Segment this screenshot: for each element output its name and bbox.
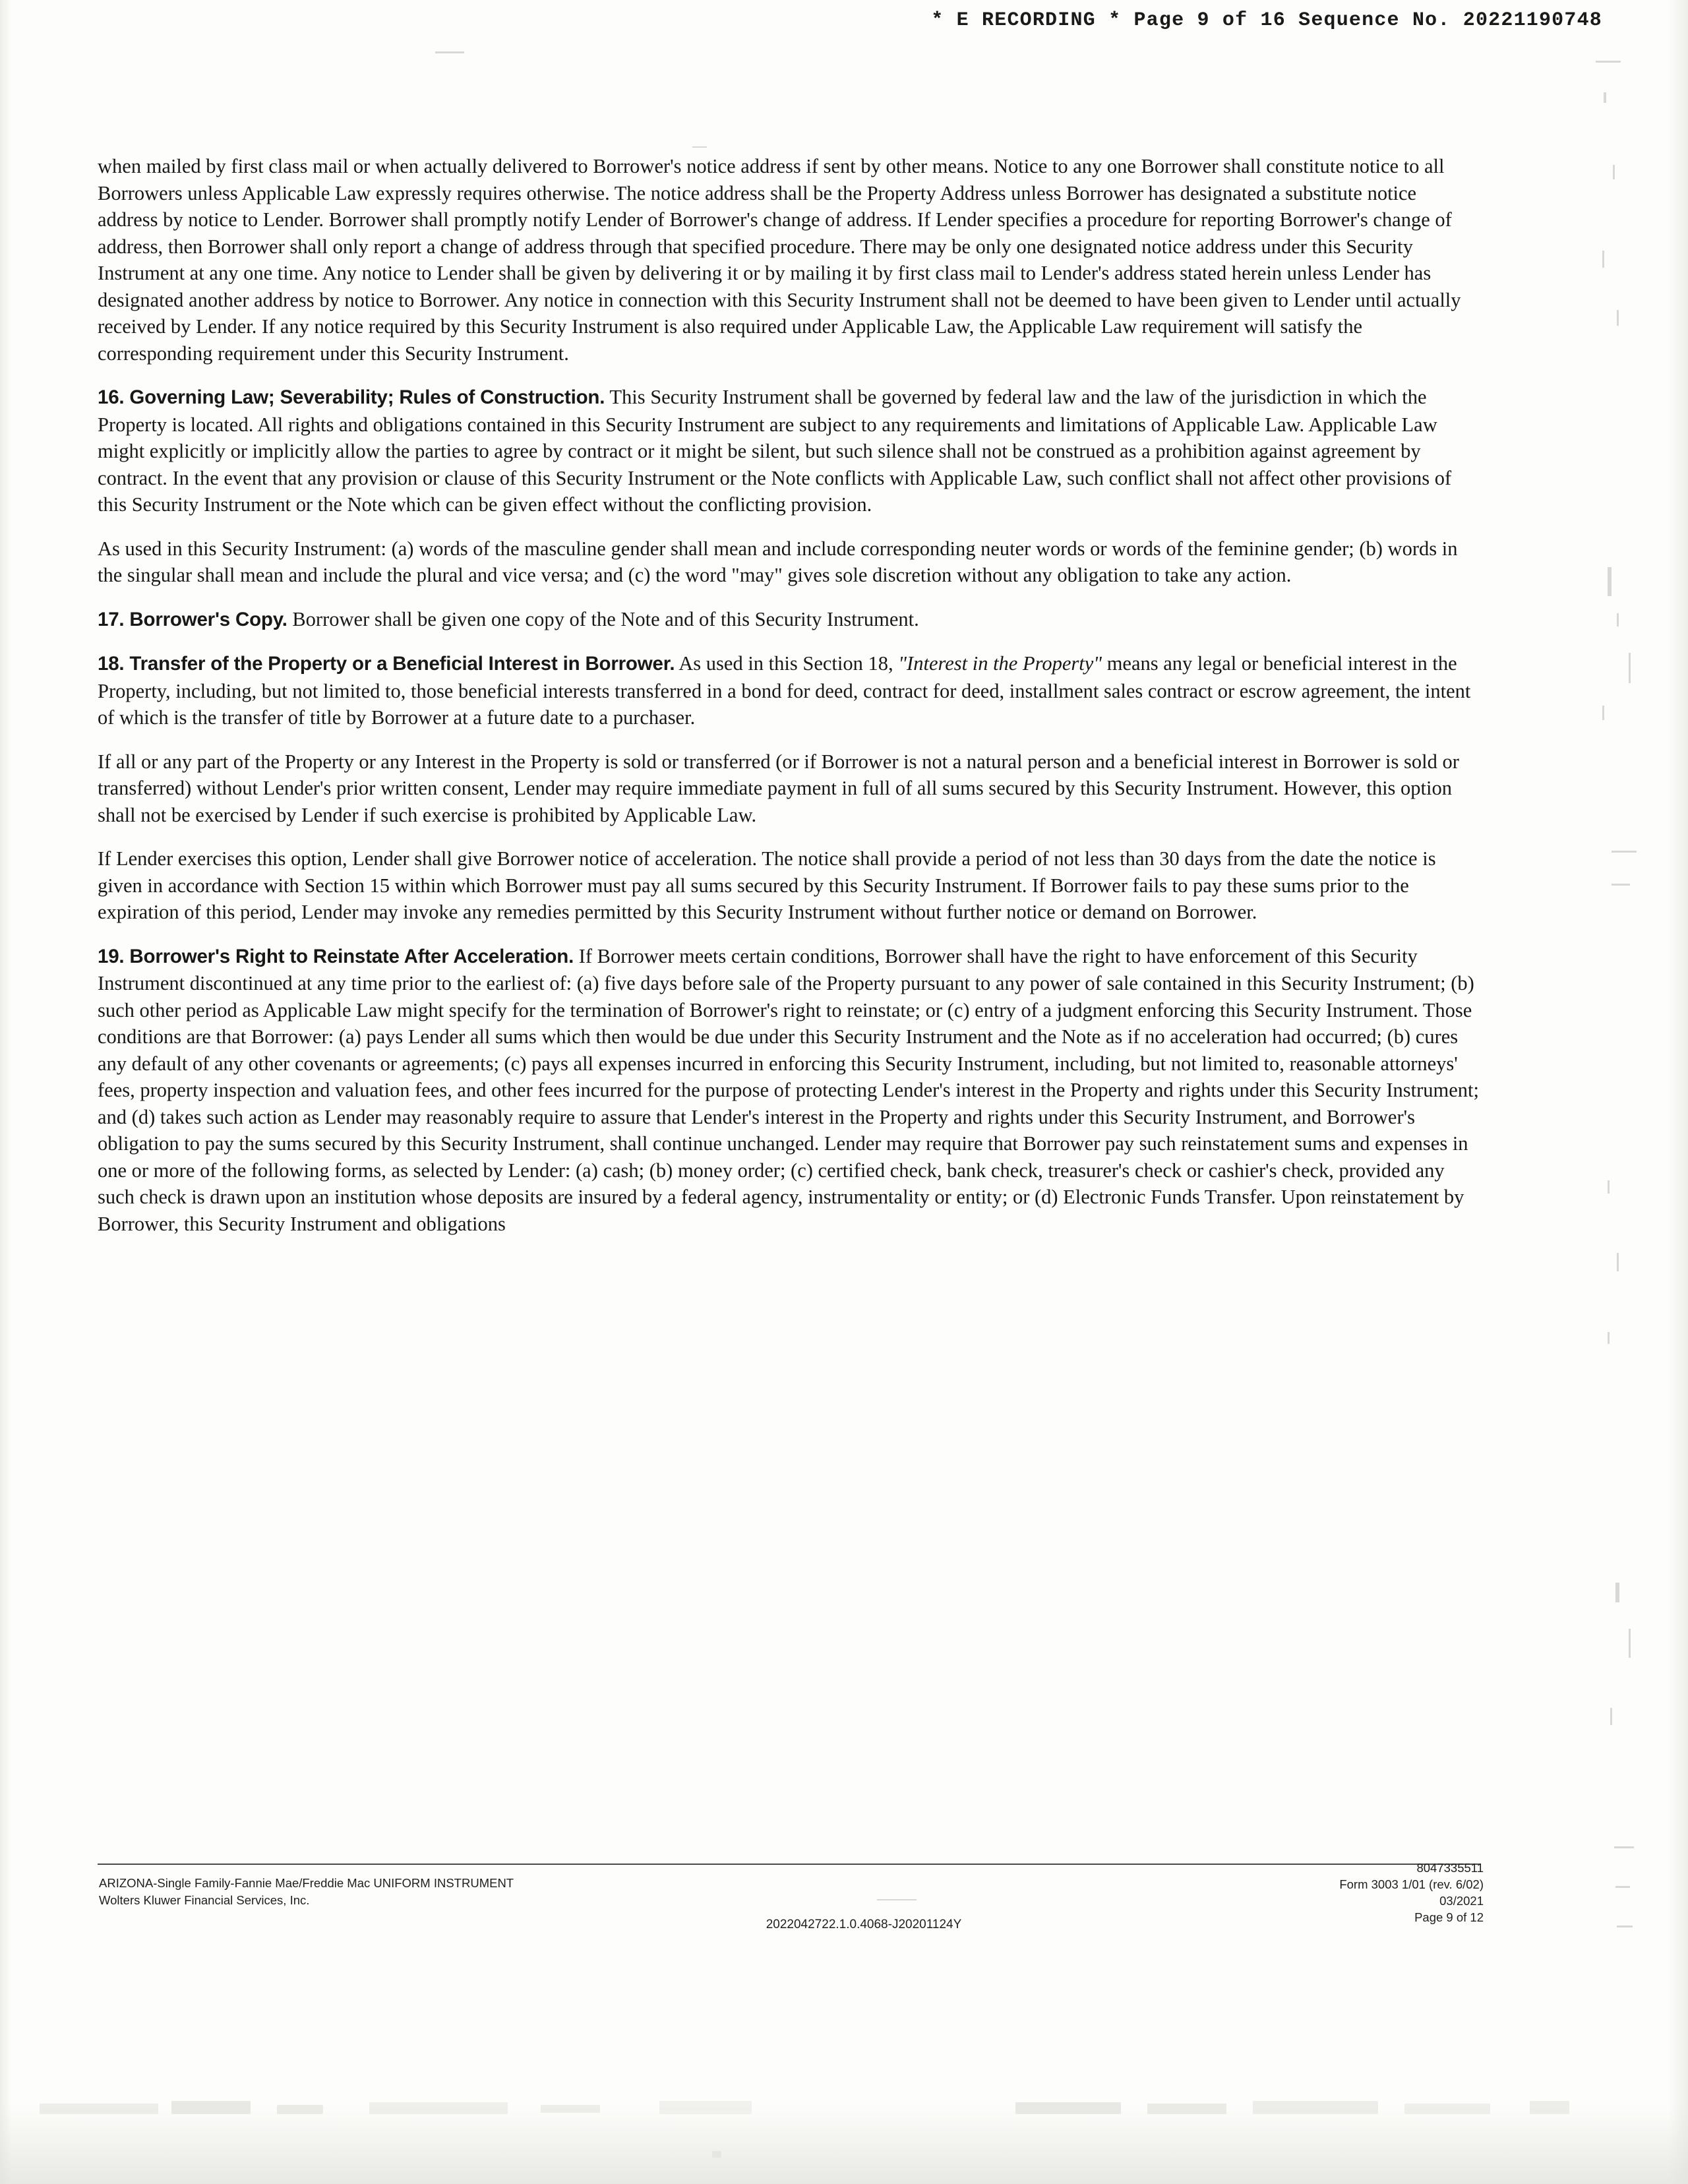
scan-speck: [435, 51, 464, 53]
scan-speck: [1617, 1926, 1633, 1927]
footer-instrument-info: [99, 1875, 824, 1909]
section-heading-16: 16. Governing Law; Severability; Rules of Construction.: [98, 386, 605, 408]
scan-speck: [1612, 851, 1637, 853]
scan-speck: [1608, 1332, 1610, 1344]
paragraph-text: This Security Instrument shall be governed by federal law and the law of the jurisdiction in which the Property is located. All rights and obligations contained in this Security Instrument are subject to any requirements and limitations of Applicable Law. Applicable Law might explicitly or implicitly allow the parties to agree by contract or it might be silent, but such silence shall not be construed as a prohibition against agreement by contract. In the event that any provision or clause of this Security Instrument or the Note conflicts with Applicable Law, such conflict shall not affect other provisions of this Security Instrument or the Note which can be given effect without the conflicting provision.: [98, 386, 1452, 516]
section-heading-19: 19. Borrower's Right to Reinstate After Acceleration.: [98, 945, 574, 967]
scan-speck: [1613, 165, 1615, 179]
scan-speck: [1629, 653, 1631, 683]
paragraph-text: If Borrower meets certain conditions, Borrower shall have the right to have enforcement of this Security Instrument discontinued at any time prior to the earliest of: (a) five days before sale of the Property pursuant to any power of sale contained in this Security Instrument; (b) such other period as Applicable Law might specify for the termination of Borrower's right to reinstate; or (c) entry of a judgment enforcing this Security Instrument. Those conditions are that Borrower: (a) pays Lender all sums which then would be due under this Security Instrument and the Note as if no acceleration had occurred; (b) cures any default of any other covenants or agreements; (c) pays all expenses incurred in enforcing this Security Instrument, including, but not limited to, reasonable attorneys' fees, property inspection and valuation fees, and other fees incurred for the purpose of protecting Lender's interest in the Property and rights under this Security Instrument; and (d) takes such action as Lender may reasonably require to assure that Lender's interest in the Property and rights under this Security Instrument, and Borrower's obligation to pay the sums secured by this Security Instrument, shall continue unchanged. Lender may require that Borrower pay such reinstatement sums and expenses in one or more of the following forms, as selected by Lender: (a) cash; (b) money order; (c) certified check, bank check, treasurer's check or cashier's check, provided any such check is drawn upon an institution whose deposits are insured by a federal agency, instrumentality or entity; or (d) Electronic Funds Transfer. Upon reinstatement by Borrower, this Security Instrument and obligations: [98, 944, 1479, 1235]
footer-loan-number: 8047335511: [1416, 1861, 1484, 1875]
scan-speck: [1617, 1253, 1619, 1271]
scan-speck: [1629, 1629, 1631, 1658]
paragraph-text-after: means any legal or beneficial interest in the Property, including, but not limited to, those beneficial interests transferred in a bond for deed, contract for deed, installment sales contract or escrow agreement, the intent of which is the transfer of title by Borrower at a future date to a purchaser.: [98, 652, 1471, 729]
scan-speck: [1617, 613, 1619, 626]
scan-speck: [1615, 1886, 1630, 1888]
scan-speck: [1612, 884, 1630, 886]
footer-revision-date: 03/2021: [1439, 1894, 1484, 1908]
paragraph-text: when mailed by first class mail or when actually delivered to Borrower's notice address if sent by other means. Notice to any one Borrower shall constitute notice to all Borrowers unless Applicable Law expressly requires otherwise. The notice address shall be the Property Address unless Borrower has designated a substitute notice address by notice to Lender. Borrower shall promptly notify Lender of Borrower's change of address. If Lender specifies a procedure for reporting Borrower's change of address, then Borrower shall only report a change of address through that specified procedure. There may be only one designated notice address under this Security Instrument at any one time. Any notice to Lender shall be given by delivering it or by mailing it by first class mail to Lender's address stated herein unless Lender has designated another address by notice to Borrower. Any notice in connection with this Security Instrument shall not be deemed to have been given to Lender until actually received by Lender. If any notice required by this Security Instrument is also required under Applicable Law, the Applicable Law requirement will satisfy the corresponding requirement under this Security Instrument.: [98, 155, 1461, 365]
scan-speck: [1602, 251, 1604, 268]
footer-instrument-line2: Wolters Kluwer Financial Services, Inc.: [99, 1893, 310, 1907]
scan-speck: [1596, 61, 1621, 63]
paragraph-section-18: [98, 650, 1481, 731]
section-heading-17: 17. Borrower's Copy.: [98, 608, 287, 630]
footer-instrument-line1: ARIZONA-Single Family-Fannie Mae/Freddie Mac UNIFORM INSTRUMENT: [99, 1876, 514, 1890]
paragraph-italic-term: "Interest in the Property": [898, 652, 1102, 675]
paragraph-section-18-p2: [98, 748, 1481, 829]
scan-speck: [877, 1899, 917, 1900]
footer-form-info: [1114, 1860, 1484, 1926]
footer-form-number: Form 3003 1/01 (rev. 6/02): [1339, 1877, 1484, 1891]
scan-speck: [1602, 706, 1604, 720]
erecording-stamp: * E RECORDING * Page 9 of 16 Sequence No. 20221190748: [931, 9, 1602, 32]
paragraph-text: Borrower shall be given one copy of the Note and of this Security Instrument.: [287, 607, 919, 630]
scan-speck: [1608, 567, 1612, 596]
section-heading-18: 18. Transfer of the Property or a Beneficial Interest in Borrower.: [98, 653, 675, 675]
document-body: [98, 153, 1481, 1254]
scan-speck: [1608, 1180, 1610, 1194]
footer-page-number: Page 9 of 12: [1414, 1910, 1484, 1924]
scan-speck: [1617, 310, 1619, 326]
scan-speck: [692, 146, 707, 148]
paragraph-notice-continuation: [98, 153, 1481, 367]
paragraph-section-16: [98, 384, 1481, 518]
paragraph-text: If Lender exercises this option, Lender shall give Borrower notice of acceleration. The notice shall provide a period of not less than 30 days from the date the notice is given in accordance with Section 15 within which Borrower must pay all sums secured by this Security Instrument. If Borrower fails to pay these sums prior to the expiration of this period, Lender may invoke any remedies permitted by this Security Instrument without further notice or demand on Borrower.: [98, 847, 1436, 923]
footer-document-id: 2022042722.1.0.4068-J20201124Y: [766, 1918, 962, 1931]
scan-edge-left: [0, 0, 12, 2184]
scan-speck: [1615, 1583, 1619, 1602]
paragraph-section-18-p3: [98, 845, 1481, 926]
paragraph-section-19: [98, 943, 1481, 1238]
paragraph-section-17: [98, 606, 1481, 634]
scan-speck: [1614, 1846, 1634, 1848]
paragraph-text: As used in this Section 18,: [675, 652, 899, 675]
scan-speck: [1610, 1708, 1612, 1725]
paragraph-text: If all or any part of the Property or any Interest in the Property is sold or transferred (or if Borrower is not a natural person and a beneficial interest in Borrower is sold or transferred) without Lender's prior written consent, Lender may require immediate payment in full of all sums secured by this Security Instrument. However, this option shall not be exercised by Lender if such exercise is prohibited by Applicable Law.: [98, 750, 1459, 826]
paragraph-text: As used in this Security Instrument: (a) words of the masculine gender shall mean and include corresponding neuter words or words of the feminine gender; (b) words in the singular shall mean and include the plural and vice versa; and (c) the word "may" gives sole discretion without any obligation to take any action.: [98, 537, 1458, 586]
scan-edge-right: [1668, 0, 1688, 2184]
paragraph-section-16-continued: [98, 535, 1481, 589]
scan-speck: [1604, 92, 1606, 103]
scan-bottom-shading: [0, 2105, 1688, 2184]
